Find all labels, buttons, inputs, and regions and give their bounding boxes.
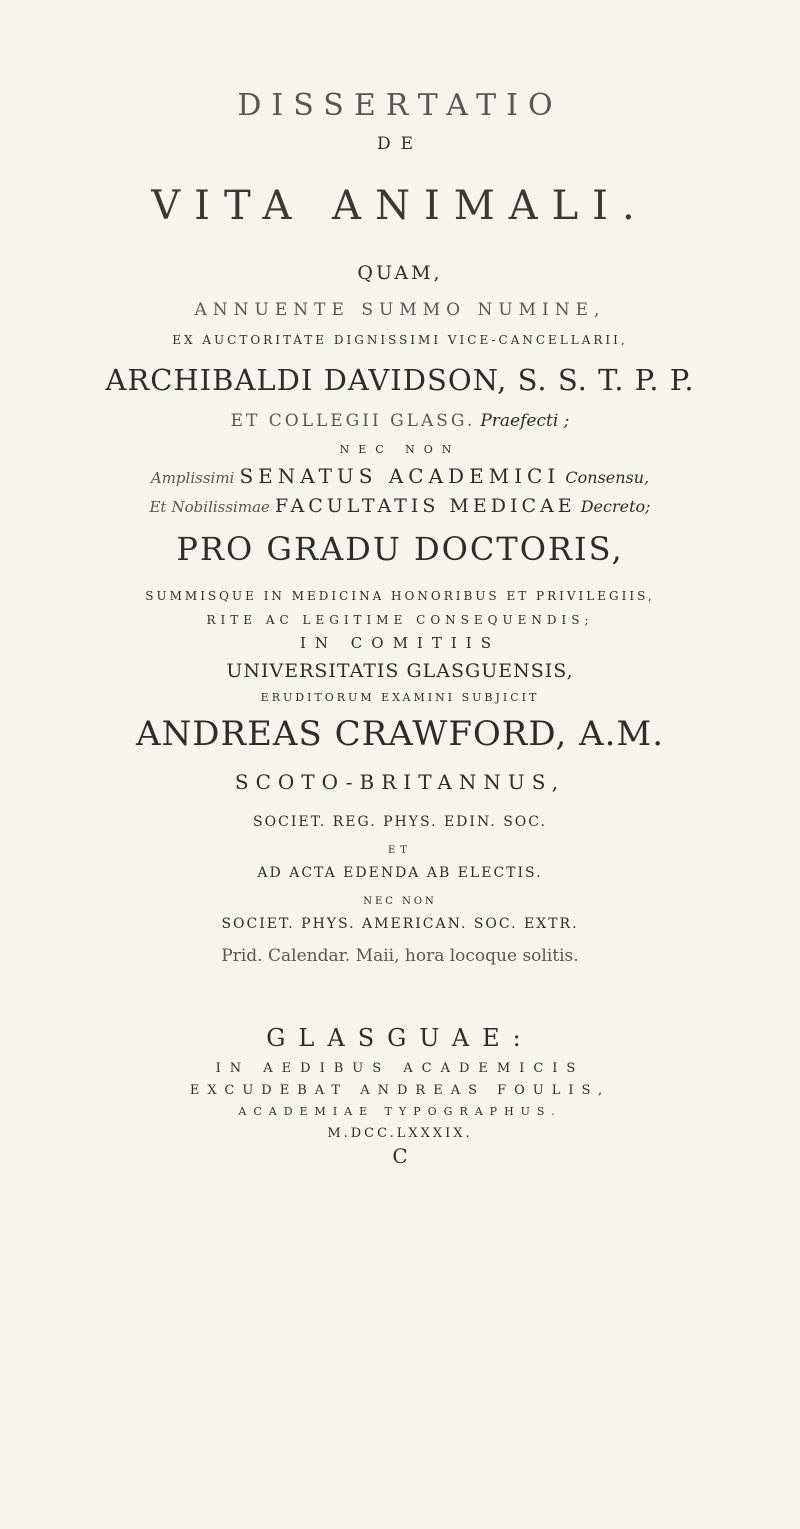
senatus-text: SENATUS ACADEMICI: [239, 464, 561, 488]
nobilissimae-text: Nobilissimae: [171, 498, 270, 516]
praefecti-text: Praefecti ;: [480, 411, 570, 431]
imprint-line-3: ACADEMIAE TYPOGRAPHUS.: [238, 1105, 562, 1118]
facultatis-text: FACULTATIS MEDICAE: [275, 495, 576, 517]
heading-vita-animali: VITA ANIMALI.: [151, 183, 649, 229]
society-line-2: AD ACTA EDENDA AB ELECTIS.: [257, 865, 543, 881]
et-line: ET: [388, 845, 412, 856]
heading-dissertatio: DISSERTATIO: [237, 88, 563, 123]
signature-mark: C: [392, 1144, 408, 1168]
subjicit-line: ERUDITORUM EXAMINI SUBJICIT: [260, 691, 540, 704]
society-line-3: SOCIET. PHYS. AMERICAN. SOC. EXTR.: [221, 916, 579, 932]
author-origin: SCOTO-BRITANNUS,: [234, 770, 566, 794]
decreto-text: Decreto;: [580, 497, 651, 516]
imprint-line-2: EXCUDEBAT ANDREAS FOULIS,: [189, 1083, 611, 1098]
nec-non-1: NEC NON: [339, 443, 461, 456]
comitiis-line: IN COMITIIS: [299, 634, 500, 652]
amplissimi-text: Amplissimi: [150, 469, 235, 487]
author-name: ANDREAS CRAWFORD, A.M.: [135, 714, 665, 754]
et-text: Et: [149, 498, 167, 516]
quam-label: QUAM,: [357, 262, 443, 284]
privilegiis-line: SUMMISQUE IN MEDICINA HONORIBUS ET PRIVILEGIIS,: [145, 589, 655, 603]
consensu-text: Consensu,: [565, 468, 650, 487]
nec-non-2: NEC NON: [363, 896, 437, 907]
imprint-line-1: IN AEDIBUS ACADEMICIS: [215, 1061, 585, 1076]
collegii-line: [0, 411, 800, 431]
society-line-1: SOCIET. REG. PHYS. EDIN. SOC.: [253, 814, 547, 830]
consequendis-line: RITE AC LEGITIME CONSEQUENDIS;: [206, 613, 594, 627]
senatus-line: [0, 464, 800, 488]
davidson-line: ARCHIBALDI DAVIDSON, S. S. T. P. P.: [105, 363, 695, 397]
heading-de: DE: [376, 134, 424, 154]
facultatis-line: [0, 495, 800, 517]
date-line: Prid. Calendar. Maii, hora locoque solitis.: [221, 946, 579, 966]
universitatis-line: UNIVERSITATIS GLASGUENSIS,: [226, 660, 574, 682]
collegii-text: ET COLLEGII GLASG.: [230, 411, 476, 431]
imprint-city: GLASGUAE:: [266, 1024, 534, 1052]
auctoritate-line: EX AUCTORITATE DIGNISSIMI VICE-CANCELLARII,: [172, 333, 628, 347]
imprint-year: M.DCC.LXXXIX.: [327, 1126, 473, 1141]
pro-gradu-line: PRO GRADU DOCTORIS,: [176, 530, 624, 568]
annuente-line: ANNUENTE SUMMO NUMINE,: [194, 300, 606, 320]
